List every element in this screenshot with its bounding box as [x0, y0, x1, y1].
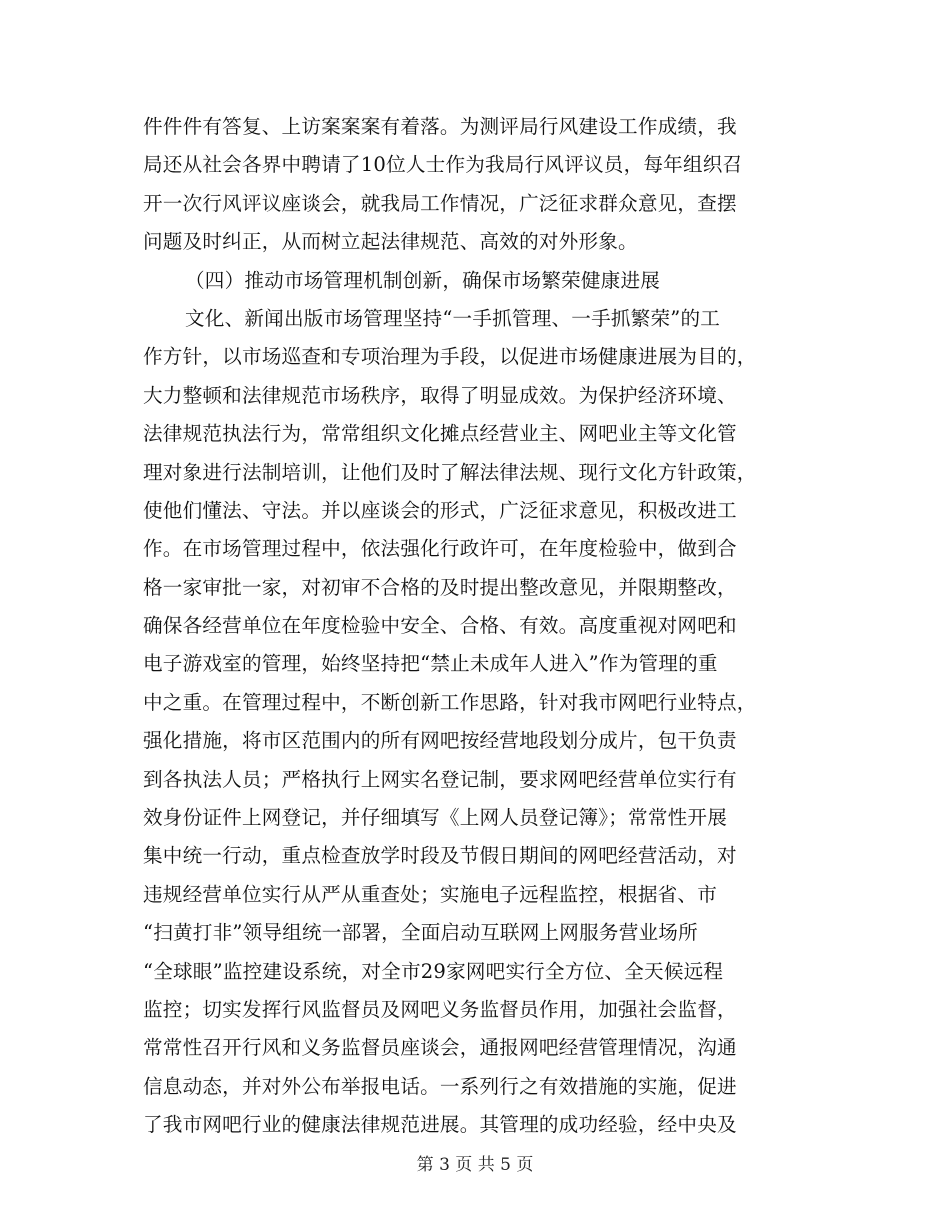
- body-line: 常常性召开行风和义务监督员座谈会，通报网吧经营管理情况，沟通: [143, 1036, 737, 1060]
- body-line: 文化、新闻出版市场管理坚持“一手抓管理、一手抓繁荣”的工: [185, 306, 721, 330]
- body-line: 电子游戏室的管理，始终坚持把“禁止未成年人进入”作为管理的重: [143, 652, 718, 676]
- body-line: 使他们懂法、守法。并以座谈会的形式，广泛征求意见，积极改进工: [143, 498, 737, 522]
- body-line: 到各执法人员；严格执行上网实名登记制，要求网吧经营单位实行有: [143, 767, 737, 791]
- body-line: 局还从社会各界中聘请了10位人士作为我局行风评议员，每年组织召: [143, 153, 743, 177]
- body-line: 理对象进行法制培训，让他们及时了解法律法规、现行文化方针政策，: [143, 460, 757, 484]
- body-line: “扫黄打非”领导组统一部署，全面启动互联网上网服务营业场所: [143, 921, 698, 945]
- section-heading: （四）推动市场管理机制创新，确保市场繁荣健康进展: [185, 268, 661, 292]
- body-line: 监控；切实发挥行风监督员及网吧义务监督员作用，加强社会监督，: [143, 997, 737, 1021]
- body-line: 开一次行风评议座谈会，就我局工作情况，广泛征求群众意见，查摆: [143, 191, 737, 215]
- body-line: 效身份证件上网登记，并仔细填写《上网人员登记簿》；常常性开展: [143, 806, 728, 830]
- body-line: 违规经营单位实行从严从重查处；实施电子远程监控，根据省、市: [143, 882, 718, 906]
- body-line: “全球眼”监控建设系统，对全市29家网吧实行全方位、全天候远程: [143, 959, 724, 983]
- body-line: 了我市网吧行业的健康法律规范进展。其管理的成功经验，经中央及: [143, 1113, 737, 1137]
- body-line: 确保各经营单位在年度检验中安全、合格、有效。高度重视对网吧和: [143, 614, 737, 638]
- body-line: 中之重。在管理过程中，不断创新工作思路，针对我市网吧行业特点，: [143, 690, 757, 714]
- document-body: [143, 108, 803, 1145]
- body-line: 信息动态，并对外公布举报电话。一系列行之有效措施的实施，促进: [143, 1074, 737, 1098]
- body-line: 问题及时纠正，从而树立起法律规范、高效的对外形象。: [143, 230, 638, 254]
- body-line: 集中统一行动，重点检查放学时段及节假日期间的网吧经营活动，对: [143, 844, 737, 868]
- body-line: 作。在市场管理过程中，依法强化行政许可，在年度检验中，做到合: [143, 537, 737, 561]
- body-line: 件件件有答复、上访案案案有着落。为测评局行风建设工作成绩，我: [143, 115, 737, 138]
- body-line: 法律规范执法行为，常常组织文化摊点经营业主、网吧业主等文化管: [143, 422, 737, 446]
- page-number-footer: 第 3 页 共 5 页: [416, 1155, 534, 1175]
- body-line: 强化措施，将市区范围内的所有网吧按经营地段划分成片，包干负责: [143, 729, 737, 753]
- body-line: 大力整顿和法律规范市场秩序，取得了明显成效。为保护经济环境、: [143, 383, 737, 407]
- body-line: 格一家审批一家，对初审不合格的及时提出整改意见，并限期整改，: [143, 575, 737, 599]
- body-line: 作方针，以市场巡查和专项治理为手段，以促进市场健康进展为目的，: [143, 345, 757, 369]
